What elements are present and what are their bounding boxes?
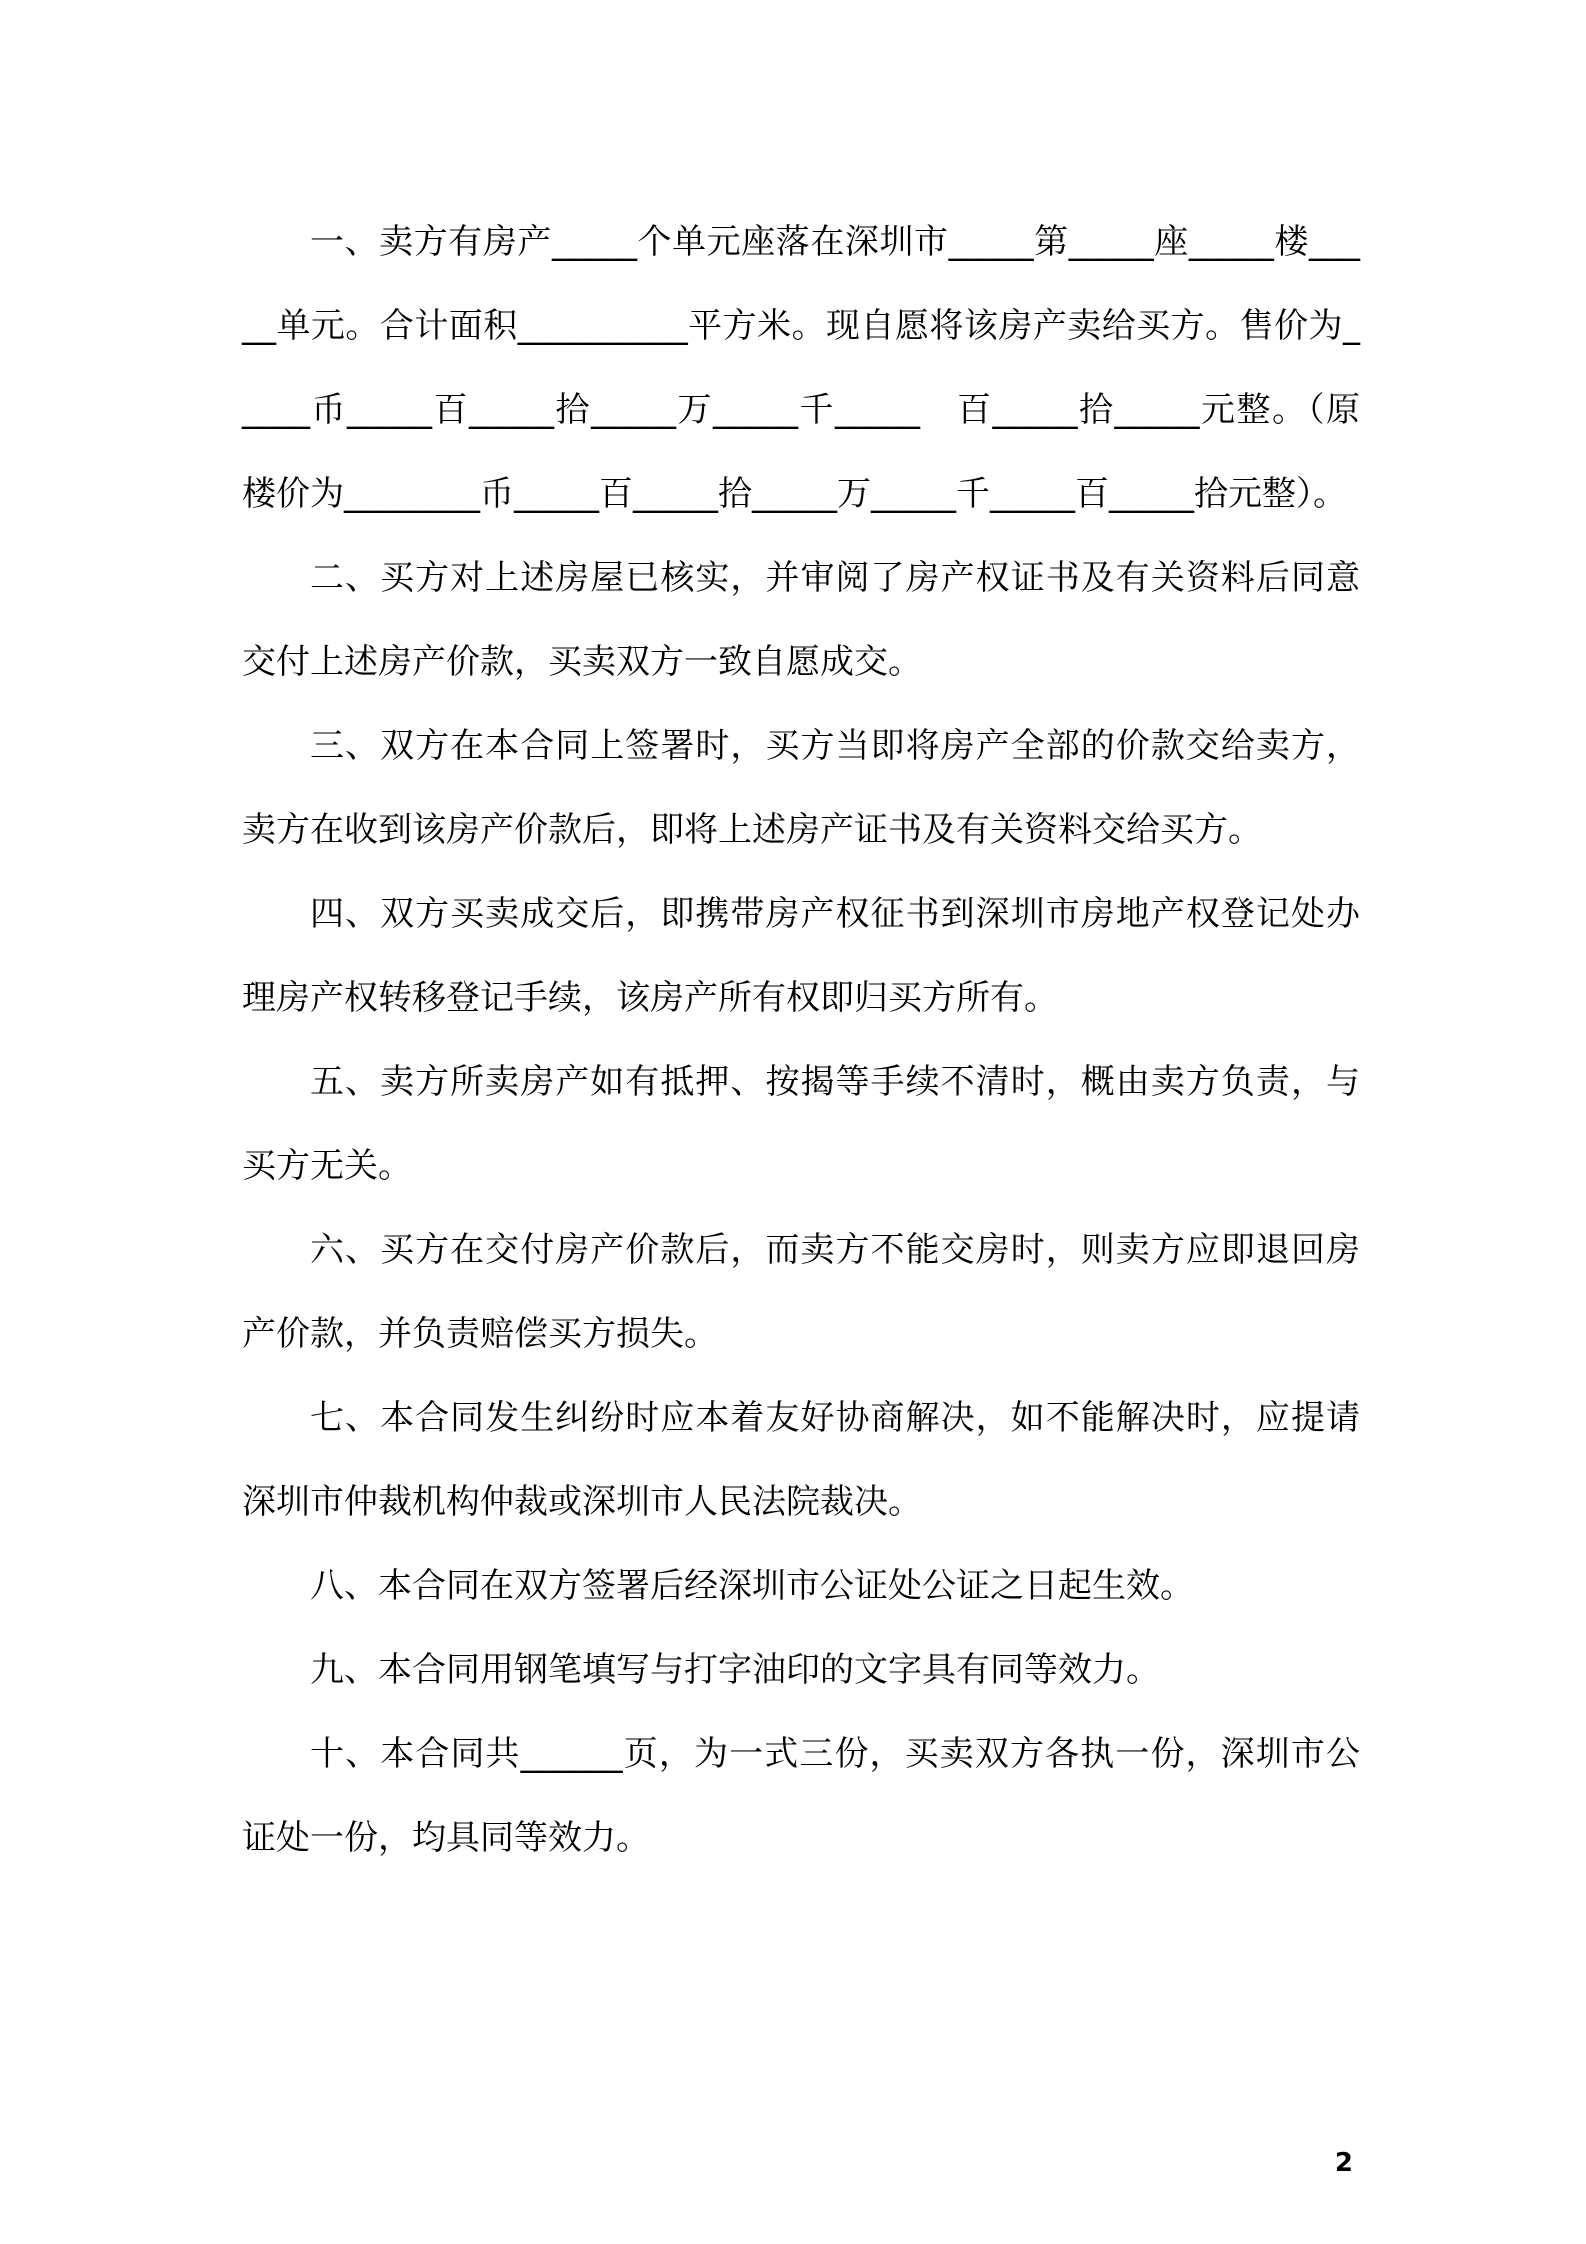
clause-7: 七、本合同发生纠纷时应本着友好协商解决，如不能解决时，应提请深圳市仲裁机构仲裁或深圳市人民法院裁决。 <box>242 1398 1360 1522</box>
clause-2: 二、买方对上述房屋已核实，并审阅了房产权证书及有关资料后同意交付上述房产价款，买卖双方一致自愿成交。 <box>242 558 1360 682</box>
clause-8: 八、本合同在双方签署后经深圳市公证处公证之日起生效。 <box>310 1566 1194 1606</box>
clause-9: 九、本合同用钢笔填写与打字油印的文字具有同等效力。 <box>310 1650 1160 1690</box>
clause-4: 四、双方买卖成交后，即携带房产权征书到深圳市房地产权登记处办理房产权转移登记手续，该房产所有权即归买方所有。 <box>242 894 1360 1018</box>
page-number: 2 <box>1334 2148 1353 2178</box>
clause-10: 十、本合同共______页，为一式三份，买卖双方各执一份，深圳市公证处一份，均具同等效力。 <box>242 1734 1360 1858</box>
contract-body <box>242 200 1360 1880</box>
clause-3: 三、双方在本合同上签署时，买方当即将房产全部的价款交给卖方，卖方在收到该房产价款后，即将上述房产证书及有关资料交给买方。 <box>242 726 1360 850</box>
clause-5: 五、卖方所卖房产如有抵押、按揭等手续不清时，概由卖方负责，与买方无关。 <box>242 1062 1360 1186</box>
clause-6: 六、买方在交付房产价款后，而卖方不能交房时，则卖方应即退回房产价款，并负责赔偿买方损失。 <box>242 1230 1360 1354</box>
clause-1: 一、卖方有房产_____个单元座落在深圳市_____第_____座_____楼_____单元。合计面积__________平方米。现自愿将该房产卖给买方。售价为_____币_____百_____拾_____万_____千_____ 百_____拾_____元整。（原楼价为________币_____百_____拾_____万_____千_____百_____拾元整）。 <box>242 222 1360 514</box>
